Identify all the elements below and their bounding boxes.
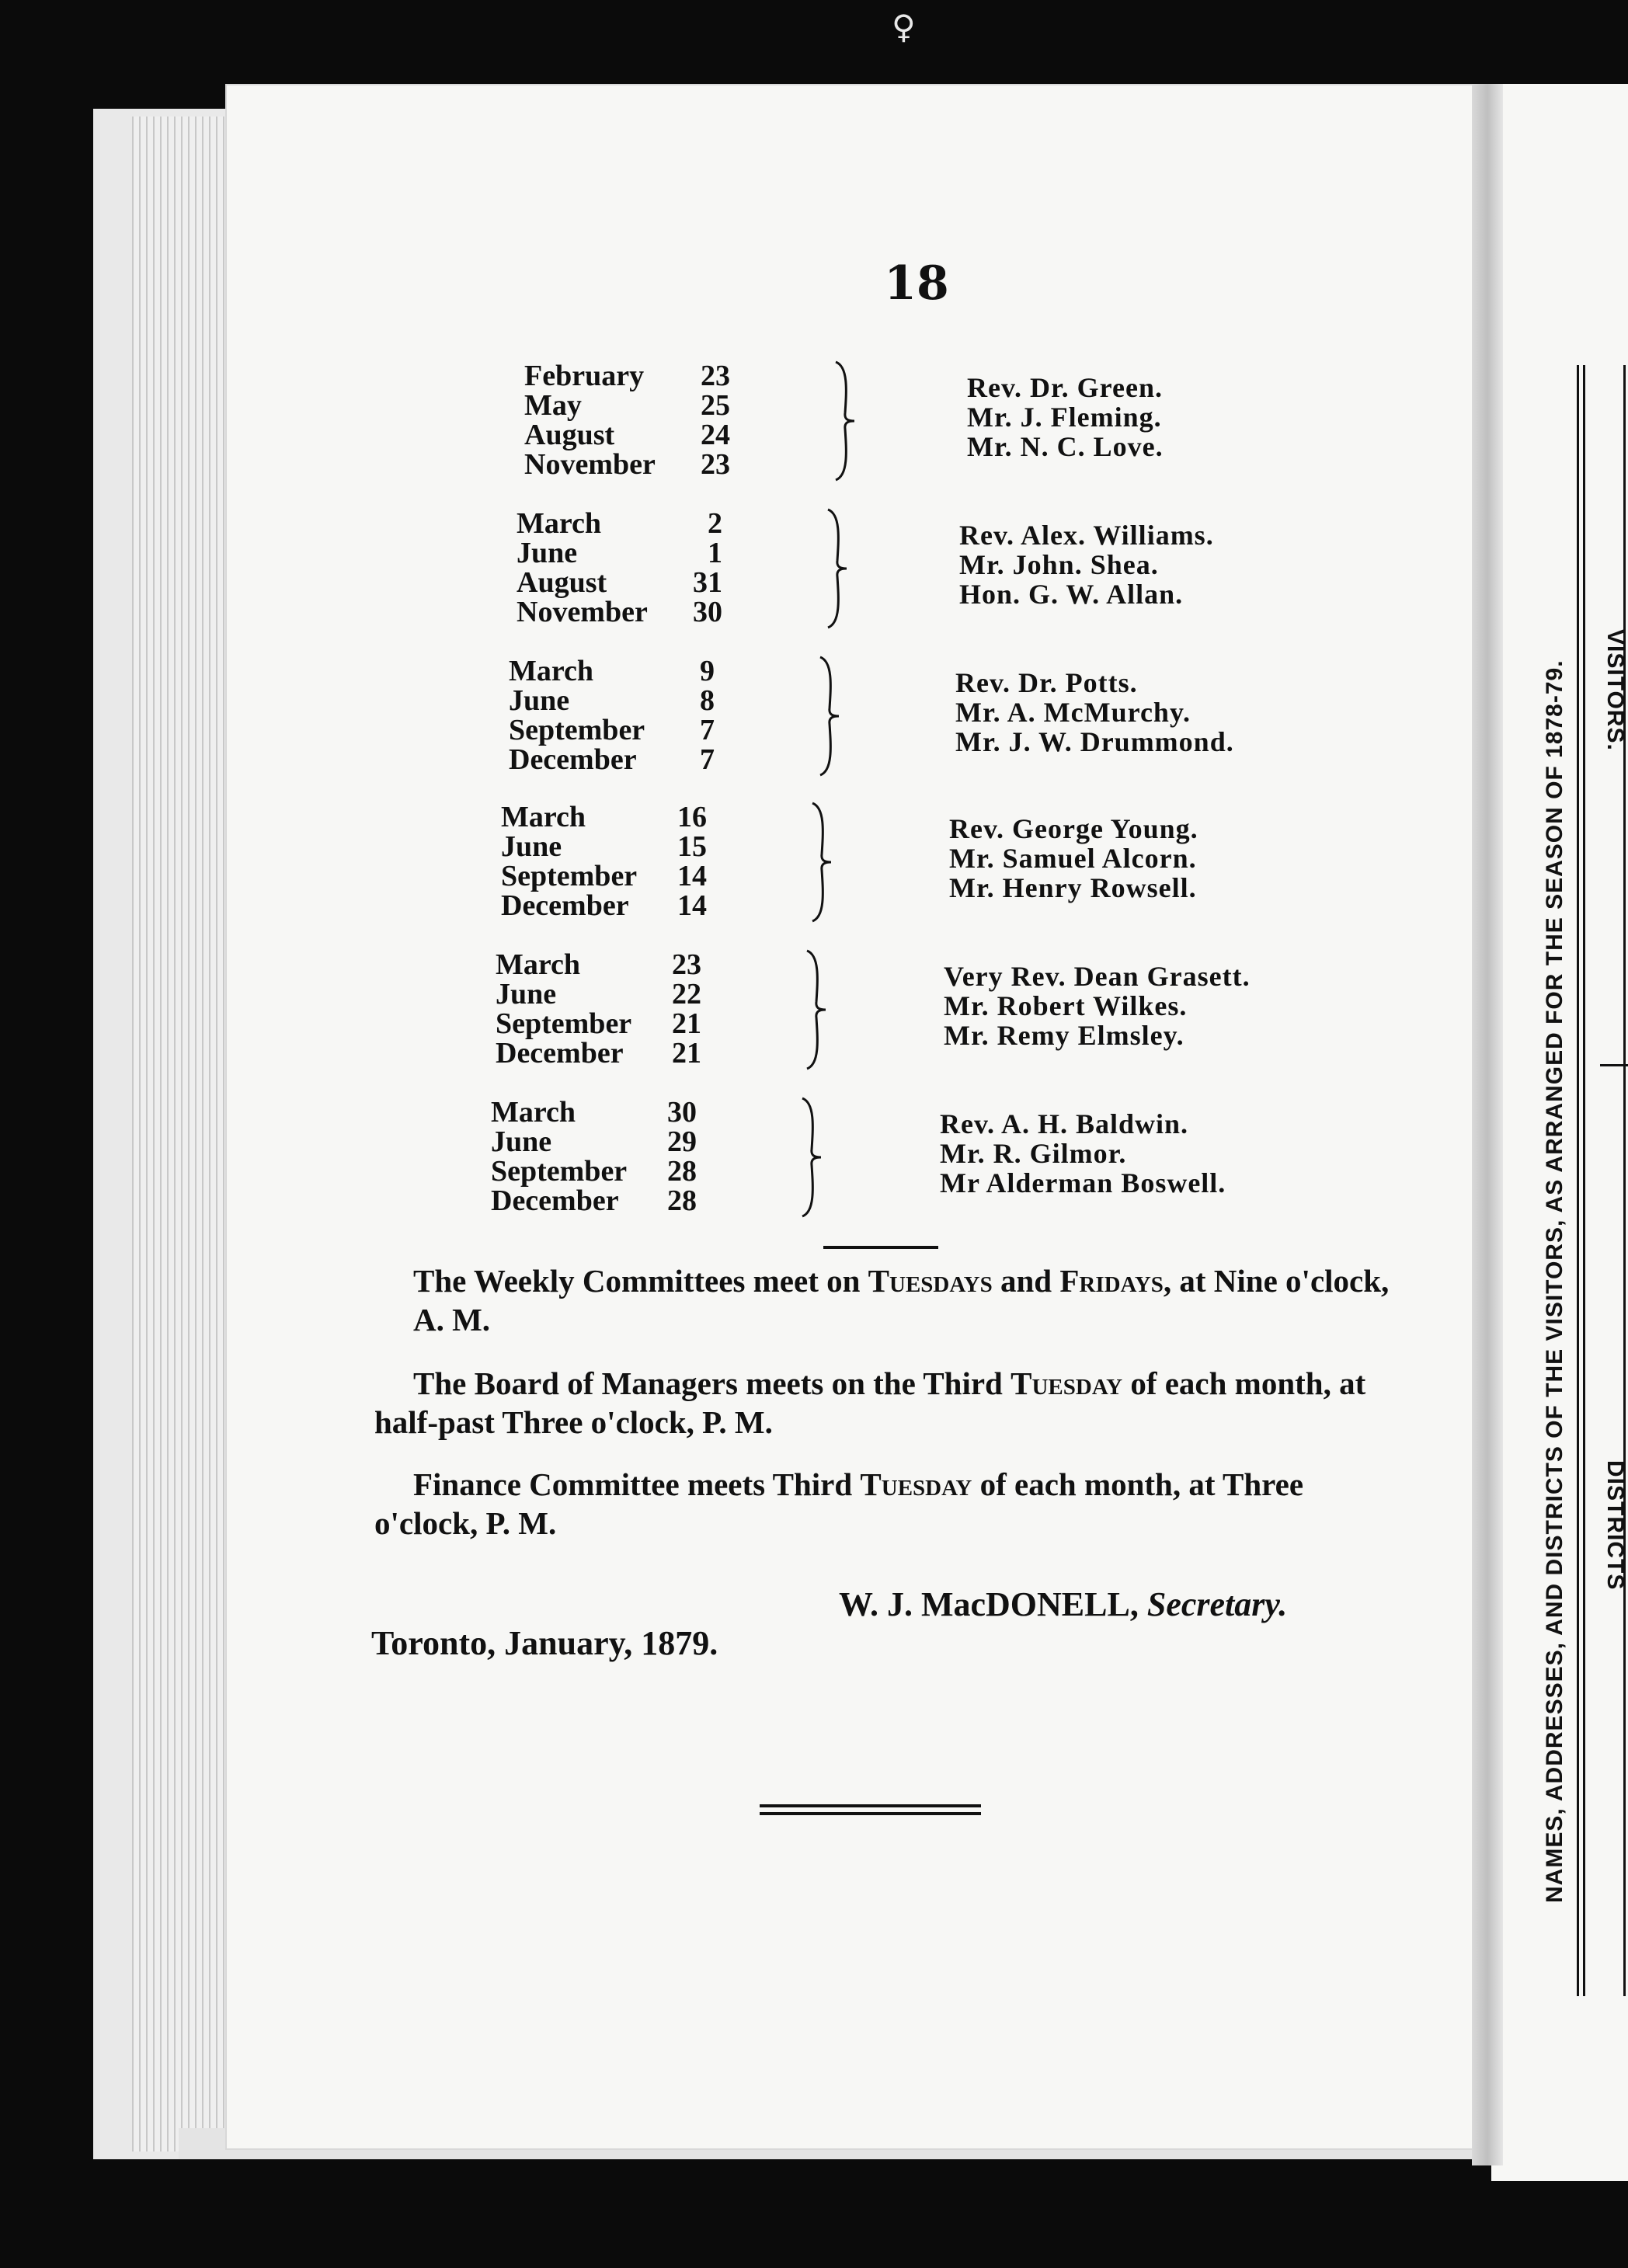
date-day: 21 [672,1037,701,1070]
visitors-label: VISITORS. [1602,629,1628,751]
date-row [517,595,722,628]
visitor-name: Very Rev. Dean Grasett. [944,961,1251,992]
visitor-name: Mr. A. McMurchy. [955,697,1191,728]
date-month: November [524,448,656,481]
schedule-group [509,654,1441,778]
visitor-name: Mr. Samuel Alcorn. [949,843,1197,874]
date-month: August [524,419,615,451]
brace-mark [823,506,854,631]
date-month: March [496,948,581,981]
date-month: September [491,1155,628,1188]
visitor-name: Rev. Alex. Williams. [959,520,1214,551]
finance-day: Tuesday [860,1466,972,1502]
weekly-text-c: , at Nine o'clock, A. M. [413,1263,1390,1337]
visitor-names [944,962,1410,1050]
date-month: March [501,801,586,833]
date-month: March [491,1096,576,1129]
date-day: 21 [672,1007,701,1040]
page-fold [1472,84,1503,2165]
date-month: May [524,389,582,422]
date-row [524,447,730,481]
date-day: 22 [672,978,701,1011]
visitor-name: Mr. N. C. Love. [967,431,1164,462]
date-day: 14 [677,860,707,892]
schedule-group [491,1095,1423,1219]
date-day: 23 [701,360,730,392]
schedule-group [517,506,1449,631]
date-month: December [496,1037,624,1070]
date-day: 25 [701,389,730,422]
visitor-names [940,1109,1406,1198]
visit-dates [496,948,701,1072]
visitor-name: Mr. Remy Elmsley. [944,1020,1184,1051]
date-day: 28 [667,1155,697,1188]
date-row [501,830,707,863]
date-row [501,859,707,892]
visitor-names [967,373,1433,461]
date-day: 30 [667,1096,697,1129]
date-month: June [501,830,562,863]
brace-mark [798,1095,829,1219]
date-row [491,1154,697,1188]
weekly-day1: Tuesdays [868,1263,993,1299]
visitor-name: Rev. A. H. Baldwin. [940,1108,1189,1139]
date-row [509,743,715,776]
date-day: 15 [677,830,707,863]
date-month: June [496,978,557,1011]
date-month: February [524,360,645,392]
date-day: 23 [701,448,730,481]
date-row [496,1036,701,1070]
date-row [509,684,715,717]
date-row [501,889,707,922]
date-month: June [517,537,578,569]
visitor-names [949,814,1415,903]
date-row [491,1095,697,1129]
visitor-names [959,520,1425,609]
date-day: 7 [700,743,715,776]
date-day: 28 [667,1184,697,1217]
date-row [491,1184,697,1217]
secretary-signature [839,1584,1287,1624]
date-row [496,948,701,981]
date-month: June [509,684,570,717]
date-row [509,654,715,687]
visit-dates [491,1095,697,1219]
date-month: March [509,655,594,687]
date-row [517,506,722,540]
top-mark: ♀ [892,8,916,46]
visitor-name: Rev. Dr. Potts. [955,667,1138,698]
date-day: 30 [693,596,722,628]
visit-dates [501,800,707,924]
schedule-group [524,359,1456,483]
facing-page-heading: NAMES, ADDRESSES, AND DISTRICTS OF THE VISITORS, AS ARRANGED FOR THE SEASON OF 1878-79. [1542,659,1567,1903]
date-row [509,713,715,746]
visitor-name: Mr. Robert Wilkes. [944,990,1188,1021]
weekly-day2: Fridays [1059,1263,1164,1299]
date-row [524,388,730,422]
visitor-name: Rev. George Young. [949,813,1198,844]
section-rule [823,1246,938,1249]
board-text-b: of each month, at half-past Three o'clock, P. M. [374,1365,1366,1440]
visitor-name: Mr. John. Shea. [959,549,1159,580]
date-row [496,977,701,1011]
date-day: 16 [677,801,707,833]
date-row [524,359,730,392]
date-row [491,1125,697,1158]
finance-text-a: Finance Committee meets Third [413,1466,861,1502]
place-date: Toronto, January, 1879. [371,1624,718,1662]
spine-divider [1600,1064,1628,1066]
visitor-name: Rev. Dr. Green. [967,372,1163,403]
schedule-group [501,800,1433,924]
date-day: 31 [693,566,722,599]
visitor-name: Mr. J. Fleming. [967,402,1162,433]
finance-text-b: of each month, at Three o'clock, P. M. [374,1466,1304,1541]
date-month: August [517,566,607,599]
board-day: Tuesday [1011,1365,1123,1401]
weekly-text-b: and [992,1263,1060,1299]
date-row [517,565,722,599]
board-text-a: The Board of Managers meets on the Third [413,1365,1011,1401]
date-day: 2 [708,507,722,540]
spine-rule-right [1623,365,1626,1996]
date-month: September [501,860,638,892]
visit-dates [517,506,722,631]
visit-dates [524,359,730,483]
visitor-names [955,668,1421,757]
date-month: December [501,889,629,922]
date-row [517,536,722,569]
date-day: 1 [708,537,722,569]
weekly-committees-notice [413,1261,1392,1339]
date-day: 29 [667,1125,697,1158]
spine-rule-left-2 [1583,365,1585,1996]
page-stack-lines [132,117,241,2151]
spine-rule-left-1 [1577,365,1579,1996]
date-month: December [509,743,637,776]
visitor-name: Mr. R. Gilmor. [940,1138,1127,1169]
weekly-text-a: The Weekly Committees meet on [413,1263,868,1299]
date-month: November [517,596,648,628]
districts-label: DISTRICTS [1602,1460,1628,1591]
schedule-group [496,948,1428,1072]
date-row [524,418,730,451]
secretary-title: Secretary. [1146,1585,1288,1623]
secretary-name: W. J. MacDONELL, [839,1585,1139,1623]
visitor-name: Mr. Henry Rowsell. [949,872,1197,903]
date-month: June [491,1125,552,1158]
brace-mark [808,800,839,924]
date-day: 9 [700,655,715,687]
date-day: 23 [672,948,701,981]
date-row [496,1007,701,1040]
visit-dates [509,654,715,778]
visitor-name: Mr. J. W. Drummond. [955,726,1234,757]
date-month: December [491,1184,619,1217]
date-month: September [496,1007,632,1040]
visitor-name: Mr Alderman Boswell. [940,1167,1226,1198]
board-managers-notice [374,1364,1392,1442]
page-number: 18 [884,256,949,311]
date-day: 7 [700,714,715,746]
date-day: 14 [677,889,707,922]
date-month: March [517,507,602,540]
brace-mark [831,359,862,483]
brace-mark [802,948,833,1072]
date-row [501,800,707,833]
closing-double-rule [760,1804,981,1820]
date-day: 8 [700,684,715,717]
date-month: September [509,714,645,746]
date-day: 24 [701,419,730,451]
visitor-name: Hon. G. W. Allan. [959,579,1184,610]
brace-mark [816,654,847,778]
finance-committee-notice [374,1465,1392,1543]
